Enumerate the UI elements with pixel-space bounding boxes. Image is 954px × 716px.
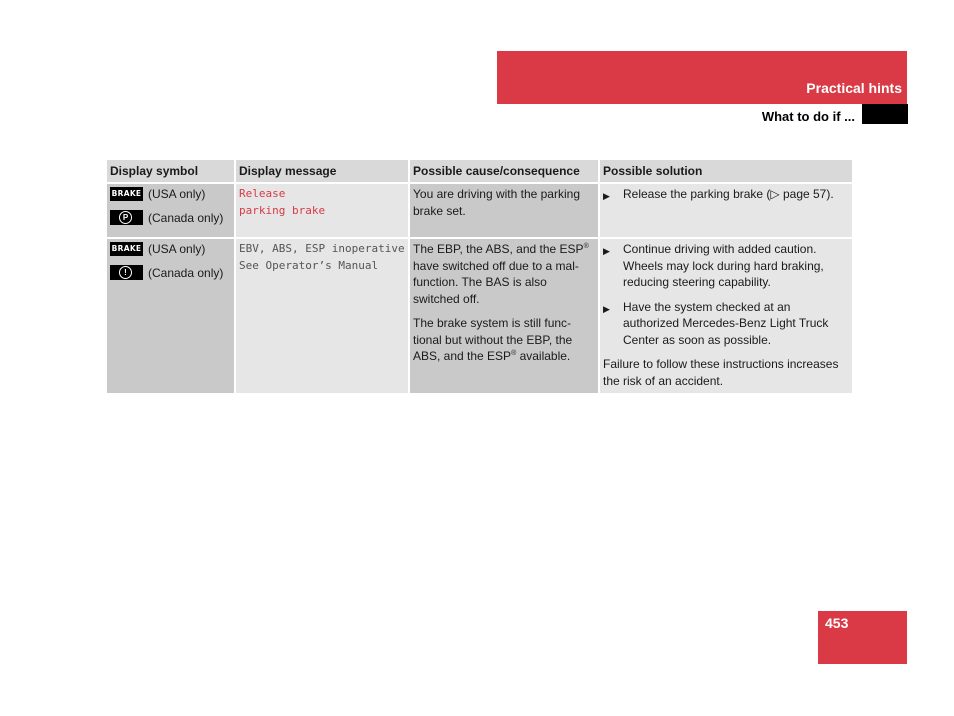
brake-icon: BRAKE	[110, 187, 143, 201]
symbol-canada	[110, 210, 231, 227]
column-header-message: Display message	[236, 160, 408, 182]
bullet-arrow-icon	[603, 241, 623, 291]
brake-icon: BRAKE	[110, 242, 143, 256]
solution-cell	[600, 184, 852, 237]
solution-bullet	[603, 186, 849, 205]
solution-cell	[600, 239, 852, 393]
section-tab-marker	[862, 104, 908, 124]
display-message-line: parking brake	[239, 203, 326, 217]
display-messages-table	[105, 158, 854, 395]
symbol-usa	[110, 241, 231, 258]
cause-cell	[410, 239, 598, 393]
symbol-usa	[110, 186, 231, 203]
table-header-row	[107, 160, 852, 182]
message-cell	[236, 184, 408, 237]
section-header-bar	[497, 51, 907, 104]
table-row	[107, 184, 852, 237]
page-number: 453	[825, 615, 849, 631]
column-header-symbol: Display symbol	[107, 160, 234, 182]
solution-bullet	[603, 241, 849, 291]
bullet-arrow-icon	[603, 299, 623, 349]
cause-cell	[410, 184, 598, 237]
symbol-label: (Canada only)	[148, 210, 224, 225]
section-title: Practical hints	[806, 80, 902, 96]
solution-warning-note: Failure to follow these instructions increases the risk of an accident.	[603, 357, 839, 388]
solution-text: Continue driving with added caution. Wheels may lock during hard braking, reducing steering capability.	[623, 242, 824, 289]
symbol-label: (USA only)	[148, 187, 206, 201]
symbol-cell	[107, 184, 234, 237]
parking-brake-icon: P	[110, 210, 143, 225]
table-row	[107, 239, 852, 393]
symbol-canada	[110, 265, 231, 282]
subsection-title: What to do if ...	[761, 109, 855, 124]
solution-text: Release the parking brake (▷ page 57).	[623, 187, 834, 201]
column-header-solution: Possible solution	[600, 160, 852, 182]
message-cell	[236, 239, 408, 393]
solution-bullet	[603, 299, 849, 349]
solution-text: Have the system checked at an authorized Mercedes-Benz Light Truck Center as soon as possible.	[623, 299, 829, 347]
display-message-line: See Operator’s Manual	[239, 258, 379, 272]
symbol-label: (USA only)	[148, 242, 206, 256]
cause-text: The brake system is still func-tional but without the EBP, the ABS, and the ESP® available.	[413, 316, 573, 363]
bullet-arrow-icon	[603, 186, 623, 205]
brake-warning-icon: !	[110, 265, 143, 280]
display-message-line: Release	[239, 187, 286, 200]
symbol-label: (Canada only)	[148, 265, 224, 280]
cause-text: You are driving with the parking brake set.	[413, 187, 580, 218]
display-message-line: EBV, ABS, ESP inoperative	[239, 242, 405, 255]
column-header-cause: Possible cause/consequence	[410, 160, 598, 182]
cause-text: The EBP, the ABS, and the ESP® have switched off due to a mal-function. The BAS is also switched off.	[413, 242, 589, 306]
symbol-cell	[107, 239, 234, 393]
